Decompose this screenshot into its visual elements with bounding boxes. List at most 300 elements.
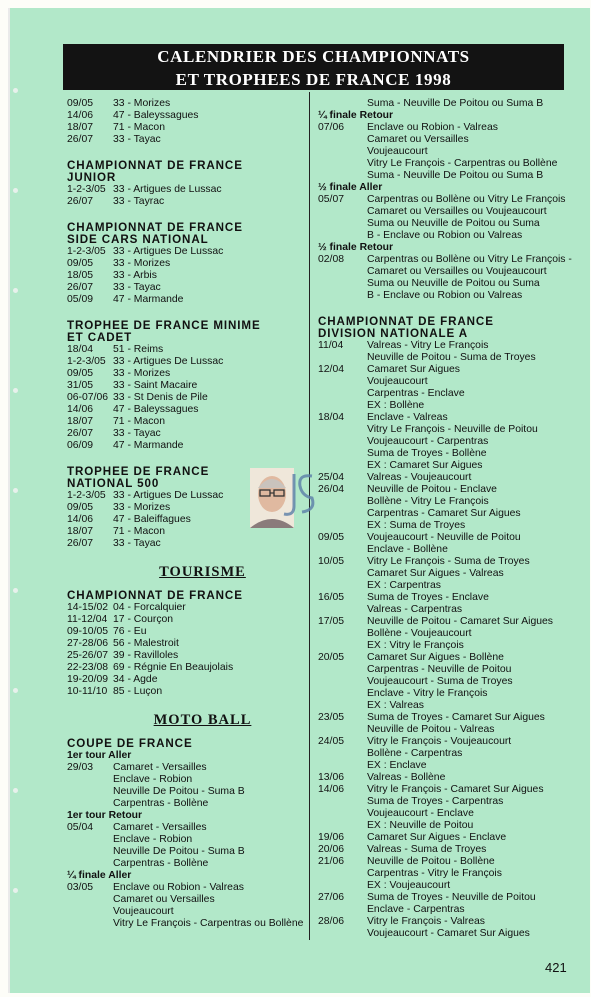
round-label: ¼ finale Aller [67,870,132,881]
schedule-row [318,376,564,388]
event: Camaret - Versailles [113,762,207,773]
date: 24/05 [318,736,345,747]
schedule-row [318,712,564,724]
event: 47 - Baleyssagues [113,404,199,415]
event: EX : Neuville de Poitou [367,820,474,831]
event: Carpentras ou Bollène ou Vitry Le François [367,194,566,205]
schedule-row [67,98,304,110]
round-label: 1er tour Aller [67,750,132,761]
date: 25/04 [318,472,345,483]
schedule-row [318,580,564,592]
event: Suma de Troyes - Camaret Sur Aigues [367,712,545,723]
schedule-row [318,808,564,820]
event: Voujeaucourt - Enclave [367,808,474,819]
schedule-row [318,760,564,772]
event: 33 - Tayac [113,428,161,439]
event: Neuville de Poitou - Camaret Sur Aigues [367,616,553,627]
schedule-row [67,822,304,834]
schedule-row [67,368,304,380]
schedule-row [67,602,304,614]
event: B - Enclave ou Robion ou Valreas [367,230,523,241]
date [318,170,367,182]
date: 09/05 [67,98,94,109]
event: 33 - Morizes [113,368,171,379]
date: 16/05 [318,592,345,603]
event: Valreas - Bollène [367,772,446,783]
schedule-row [318,928,564,940]
schedule-row [318,520,564,532]
event: EX : Valreas [367,700,424,711]
event: 04 - Forcalquier [113,602,186,613]
schedule-row [318,424,564,436]
event: 47 - Marmande [113,294,184,305]
event: Vitry le François - Valreas [367,916,485,927]
schedule-row [67,774,304,786]
date: 26/07 [67,196,94,207]
date [318,544,367,556]
event: Voujeaucourt [367,146,428,157]
date: 18/07 [67,416,94,427]
schedule-row [318,664,564,676]
event: 17 - Courçon [113,614,174,625]
schedule-row [67,858,304,870]
event: Voujeaucourt - Suma de Troyes [367,676,513,687]
schedule-row [318,688,564,700]
schedule-row [67,906,304,918]
schedule-block-top [67,98,304,146]
date: 22-23/08 [67,662,109,673]
schedule-row [67,404,304,416]
event: EX : Carpentras [367,580,441,591]
heading-moto-ball: MOTO BALL [153,712,252,728]
event: EX : Camaret Sur Aigues [367,460,483,471]
schedule-row [67,538,304,550]
event: Suma de Troyes - Bollène [367,448,487,459]
event: Voujeaucourt - Camaret Sur Aigues [367,928,530,939]
event: Enclave - Bollène [367,544,448,555]
schedule-row [318,772,564,784]
schedule-row [318,170,564,182]
event: 33 - Morizes [113,98,171,109]
date [318,206,367,218]
event: 34 - Agde [113,674,158,685]
event: EX : Enclave [367,760,427,771]
schedule-row [318,604,564,616]
date: 02/08 [318,254,345,265]
schedule-row [318,388,564,400]
header-banner [63,44,564,90]
date [318,604,367,616]
event: Enclave ou Robion - Valreas [113,882,244,893]
event: 71 - Macon [113,122,165,133]
date [318,460,367,472]
event: Enclave - Robion [113,774,193,785]
schedule-row [318,496,564,508]
date [318,820,367,832]
schedule-row [67,650,304,662]
schedule-row [318,146,564,158]
date [318,158,367,170]
date: 09/05 [67,368,94,379]
event: B - Enclave ou Robion ou Valreas [367,290,523,301]
round-label: 1er tour Retour [67,810,143,821]
date: 17/05 [318,616,345,627]
event: Bollène - Carpentras [367,748,463,759]
date [318,796,367,808]
date: 20/06 [318,844,345,855]
schedule-row [67,356,304,368]
event: Voujeaucourt - Neuville de Poitou [367,532,521,543]
schedule-row [318,448,564,460]
schedule-row [318,592,564,604]
schedule-row [67,184,304,196]
schedule-row [67,626,304,638]
event: Vitry le François - Camaret Sur Aigues [367,784,544,795]
event: Neuville de Poitou - Enclave [367,484,497,495]
event: 47 - Marmande [113,440,184,451]
date: 18/04 [318,412,345,423]
date [318,448,367,460]
date [67,918,113,930]
date: 05/07 [318,194,345,205]
event: Suma de Troyes - Enclave [367,592,489,603]
event: Suma ou Neuville de Poitou ou Suma [367,218,540,229]
schedule-row [318,254,572,266]
schedule-row [67,122,304,134]
event: Valreas - Vitry Le François [367,340,489,351]
schedule-row [318,868,564,880]
date [318,628,367,640]
event: 33 - Artigues de Lussac [113,184,222,195]
date [318,146,367,158]
schedule-row [318,352,564,364]
schedule-row [67,614,304,626]
schedule-row [67,834,304,846]
date [318,508,367,520]
event: EX : Suma de Troyes [367,520,466,531]
date [318,868,367,880]
event: 33 - Arbis [113,270,157,281]
schedule-row [318,230,564,242]
date: 14/06 [67,110,94,121]
header-line-1: CALENDRIER DES CHAMPIONNATS [157,47,470,66]
schedule-row [67,918,304,930]
event: Vitry Le François - Neuville de Poitou [367,424,538,435]
event: 47 - Baleiffagues [113,514,191,525]
schedule-row [318,832,564,844]
event: 33 - Morizes [113,258,171,269]
date: 14/06 [318,784,345,795]
section-title-tourisme: CHAMPIONNAT DE FRANCE [67,589,243,602]
event: Suma - Neuville De Poitou ou Suma B [367,170,544,181]
date: 26/04 [318,484,345,495]
date [318,904,367,916]
schedule-row [318,616,564,628]
event: 33 - Morizes [113,502,171,513]
schedule-row [318,724,564,736]
date [318,218,367,230]
heading-tourisme: TOURISME [159,564,246,580]
event: 33 - Tayac [113,134,161,145]
header-line-2: ET TROPHEES DE FRANCE 1998 [175,70,452,89]
schedule-row [318,266,564,278]
schedule-row [67,196,304,208]
schedule-row [318,134,564,146]
schedule-row [318,436,564,448]
date: 09-10/05 [67,626,109,637]
event: Camaret Sur Aigues [367,364,460,375]
date: 18/07 [67,526,94,537]
event: 76 - Eu [113,626,147,637]
schedule-row [318,784,564,796]
date: 31/05 [67,380,94,391]
event: 39 - Ravilloles [113,650,179,661]
event: Bollène - Vitry Le François [367,496,489,507]
event: Camaret Sur Aigues - Enclave [367,832,507,843]
schedule-row [318,340,564,352]
section-title-side-cars: CHAMPIONNAT DE FRANCE SIDE CARS NATIONAL [67,221,243,246]
schedule-row [318,700,564,712]
event: EX : Voujeaucourt [367,880,451,891]
event: Carpentras - Vitry le François [367,868,502,879]
schedule-row [318,278,564,290]
date [318,388,367,400]
date: 10/05 [318,556,345,567]
event: Bollène - Voujeaucourt [367,628,472,639]
date [318,700,367,712]
schedule-row [318,736,564,748]
event: 33 - Tayrac [113,196,165,207]
page-number: 421 [545,960,567,975]
date [67,906,113,918]
date [318,230,367,242]
date: 28/06 [318,916,345,927]
event: Camaret ou Versailles [113,894,215,905]
date: 19/06 [318,832,345,843]
date [318,290,367,302]
schedule-row [318,676,564,688]
date: 29/03 [67,762,94,773]
date: 13/06 [318,772,345,783]
round-label: ¼ finale Retour [318,110,394,121]
event: Enclave ou Robion - Valreas [367,122,498,133]
schedule-row [318,892,564,904]
schedule-row [67,894,304,906]
date: 11-12/04 [67,614,108,625]
date: 12/04 [318,364,345,375]
date: 19-20/09 [67,674,109,685]
event: 33 - Artigues De Lussac [113,356,224,367]
date: 05/09 [67,294,94,305]
date: 18/07 [67,122,94,133]
date: 18/05 [67,270,94,281]
event: Neuville De Poitou - Suma B [113,846,245,857]
date [318,266,367,278]
event: EX : Vitry le François [367,640,464,651]
date: 03/05 [67,882,94,893]
date: 09/05 [67,258,94,269]
schedule-row [318,218,564,230]
schedule-row [318,400,564,412]
date: 27-28/06 [67,638,109,649]
date: 18/04 [67,344,94,355]
date [318,808,367,820]
date [318,424,367,436]
schedule-row [318,796,564,808]
schedule-row [318,122,564,134]
schedule-row [67,428,304,440]
schedule-row [67,134,304,146]
portrait-photo [250,466,316,532]
schedule-row [318,748,564,760]
date: 10-11/10 [67,686,108,697]
event: 33 - Artigues De Lussac [113,246,224,257]
date [318,640,367,652]
date: 26/07 [67,538,94,549]
date [318,724,367,736]
date: 1-2-3/05 [67,356,106,367]
event: 33 - Artigues De Lussac [113,490,224,501]
schedule-row [318,158,564,170]
date [67,846,113,858]
schedule-row [67,440,304,452]
date [318,676,367,688]
event: Neuville de Poitou - Valreas [367,724,495,735]
date: 21/06 [318,856,345,867]
schedule-row [318,628,564,640]
schedule-row [67,344,304,356]
schedule-row [67,392,304,404]
event: Carpentras - Enclave [367,388,465,399]
date: 26/07 [67,282,94,293]
date: 1-2-3/05 [67,246,106,257]
date: 09/05 [318,532,345,543]
event: Voujeaucourt [367,376,428,387]
event: 56 - Malestroit [113,638,179,649]
schedule-row [67,258,304,270]
date: 25-26/07 [67,650,109,661]
date [318,664,367,676]
schedule-row [67,674,304,686]
event: Suma ou Neuville de Poitou ou Suma [367,278,540,289]
date [67,858,113,870]
event: Vitry le François - Voujeaucourt [367,736,512,747]
schedule-row [67,786,304,798]
date: 11/04 [318,340,344,351]
event: 33 - Tayac [113,538,161,549]
event: 85 - Luçon [113,686,163,697]
date: 09/05 [67,502,94,513]
date: 06/09 [67,440,94,451]
section-title-coupe: COUPE DE FRANCE [67,737,193,750]
event: Camaret ou Versailles [367,134,469,145]
date [318,568,367,580]
date: 26/07 [67,134,94,145]
round-label: ½ finale Aller [318,182,383,193]
schedule-row [67,270,304,282]
event: Neuville de Poitou - Bollène [367,856,495,867]
event: Enclave - Robion [113,834,193,845]
schedule-row [67,294,304,306]
date [318,400,367,412]
event: Camaret - Versailles [113,822,207,833]
event: Neuville de Poitou - Suma de Troyes [367,352,536,363]
date [318,496,367,508]
schedule-row [67,110,304,122]
event: Camaret Sur Aigues - Valreas [367,568,504,579]
right-column [318,98,572,940]
schedule-row [67,662,304,674]
event: Vitry Le François - Carpentras ou Bollène [113,918,304,929]
date: 14/06 [67,404,94,415]
date [67,786,113,798]
date [67,834,113,846]
date: 14-15/02 [67,602,109,613]
schedule-row [67,638,304,650]
schedule-row [67,416,304,428]
event: Vitry Le François - Suma de Troyes [367,556,530,567]
date: 07/06 [318,122,345,133]
date: 1-2-3/05 [67,184,106,195]
schedule-row [318,290,564,302]
round-label: ½ finale Retour [318,242,394,253]
date [318,928,367,940]
schedule-row [318,916,564,928]
date [318,880,367,892]
event: Enclave - Carpentras [367,904,465,915]
event: Camaret ou Versailles ou Voujeaucourt [367,266,547,277]
schedule-row [318,904,564,916]
event: EX : Bollène [367,400,425,411]
date [318,436,367,448]
schedule-row [318,568,564,580]
schedule-row [318,508,564,520]
date [67,774,113,786]
event: 33 - Tayac [113,282,161,293]
schedule-row [318,544,564,556]
event: Suma de Troyes - Neuville de Poitou [367,892,536,903]
date [318,278,367,290]
date [67,798,113,810]
event: Vitry Le François - Carpentras ou Bollène [367,158,558,169]
schedule-row [318,532,564,544]
date: 14/06 [67,514,94,525]
schedule-row [67,282,304,294]
date [318,520,367,532]
event: 33 - Saint Macaire [113,380,198,391]
schedule-row [67,798,304,810]
schedule-row [318,206,564,218]
section-title-minime: TROPHEE DE FRANCE MINIME ET CADET [67,319,261,344]
schedule-row [318,556,564,568]
schedule-row [67,686,304,698]
event: 51 - Reims [113,344,164,355]
date: 05/04 [67,822,94,833]
schedule-row [318,844,564,856]
event: 71 - Macon [113,526,165,537]
section-title-national-500: TROPHEE DE FRANCE NATIONAL 500 [67,465,210,490]
schedule-row [318,880,564,892]
division-schedule [318,340,564,940]
event: Carpentras - Neuville de Poitou [367,664,512,675]
event: Valreas - Voujeaucourt [367,472,472,483]
date [67,894,113,906]
date [318,748,367,760]
event: 33 - St Denis de Pile [113,392,208,403]
event: Camaret ou Versailles ou Voujeaucourt [367,206,547,217]
schedule-row [67,762,304,774]
date [318,134,367,146]
